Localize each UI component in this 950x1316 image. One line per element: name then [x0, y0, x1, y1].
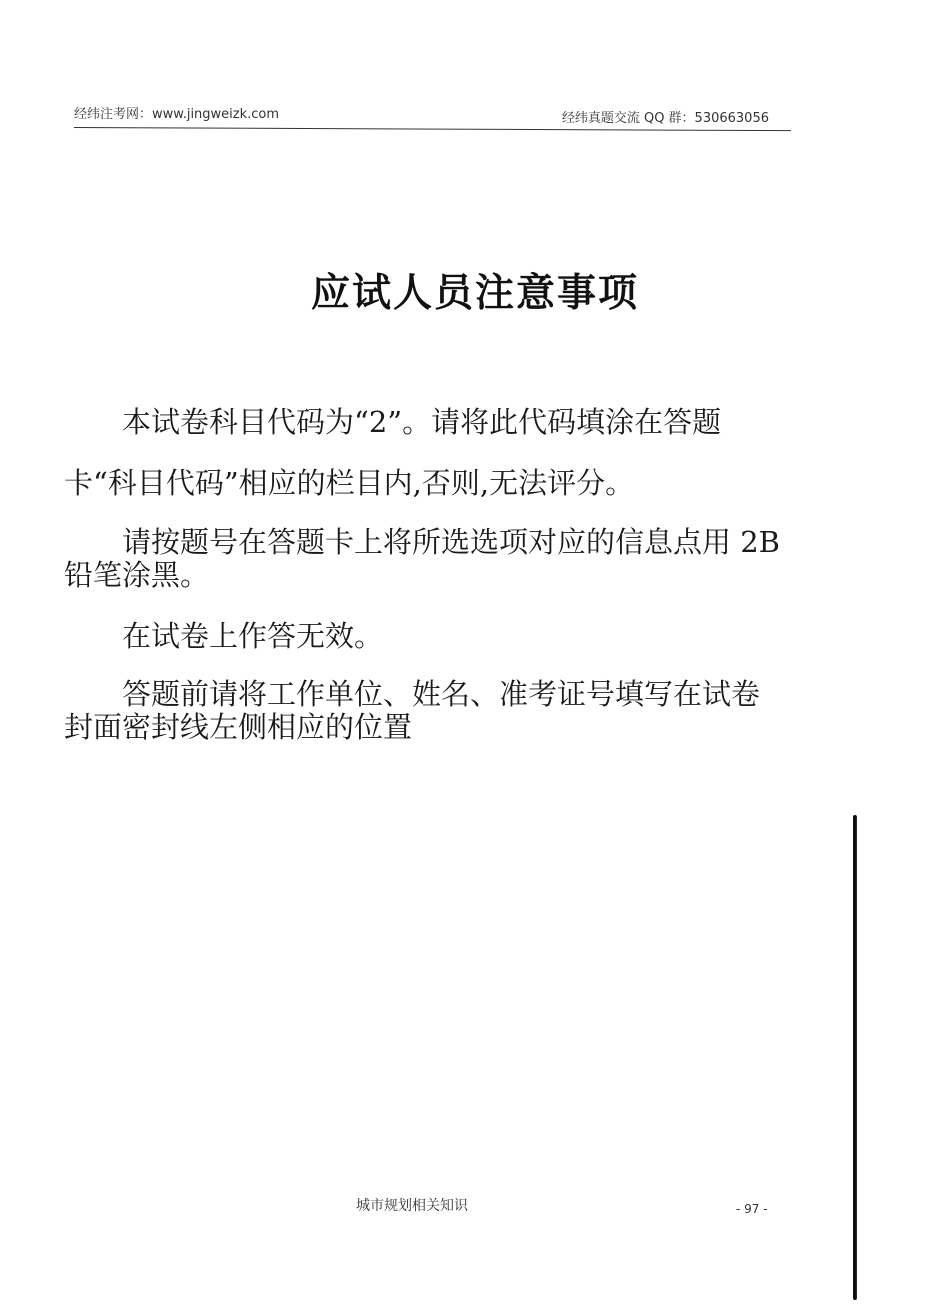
header-qq-group: 经纬真题交流 QQ 群：530663056: [561, 111, 769, 126]
page-title: 应试人员注意事项: [310, 270, 639, 316]
page-header: [74, 103, 791, 127]
header-website: 经纬注考网：www.jingweizk.com: [74, 107, 280, 122]
notice-body: [64, 392, 780, 744]
footer-page-number: - 97 -: [736, 1202, 768, 1216]
notice-paragraph-subject-code: 本试卷科目代码为“2”。请将此代码填涂在答题卡“科目代码”相应的栏目内,否则,无法评分。: [64, 405, 722, 500]
footer-subject: 城市规划相关知识: [356, 1198, 468, 1214]
header-divider: [74, 127, 791, 131]
notice-paragraph-personal-info: 答题前请将工作单位、姓名、准考证号填写在试卷封面密封线左侧相应的位置: [64, 677, 761, 744]
notice-paragraph-invalid: 在试卷上作答无效。: [122, 619, 384, 653]
scan-binding-line: [853, 815, 857, 1300]
notice-paragraph-answer-card: 请按题号在答题卡上将所选选项对应的信息点用 2B 铅笔涂黑。: [64, 525, 780, 592]
